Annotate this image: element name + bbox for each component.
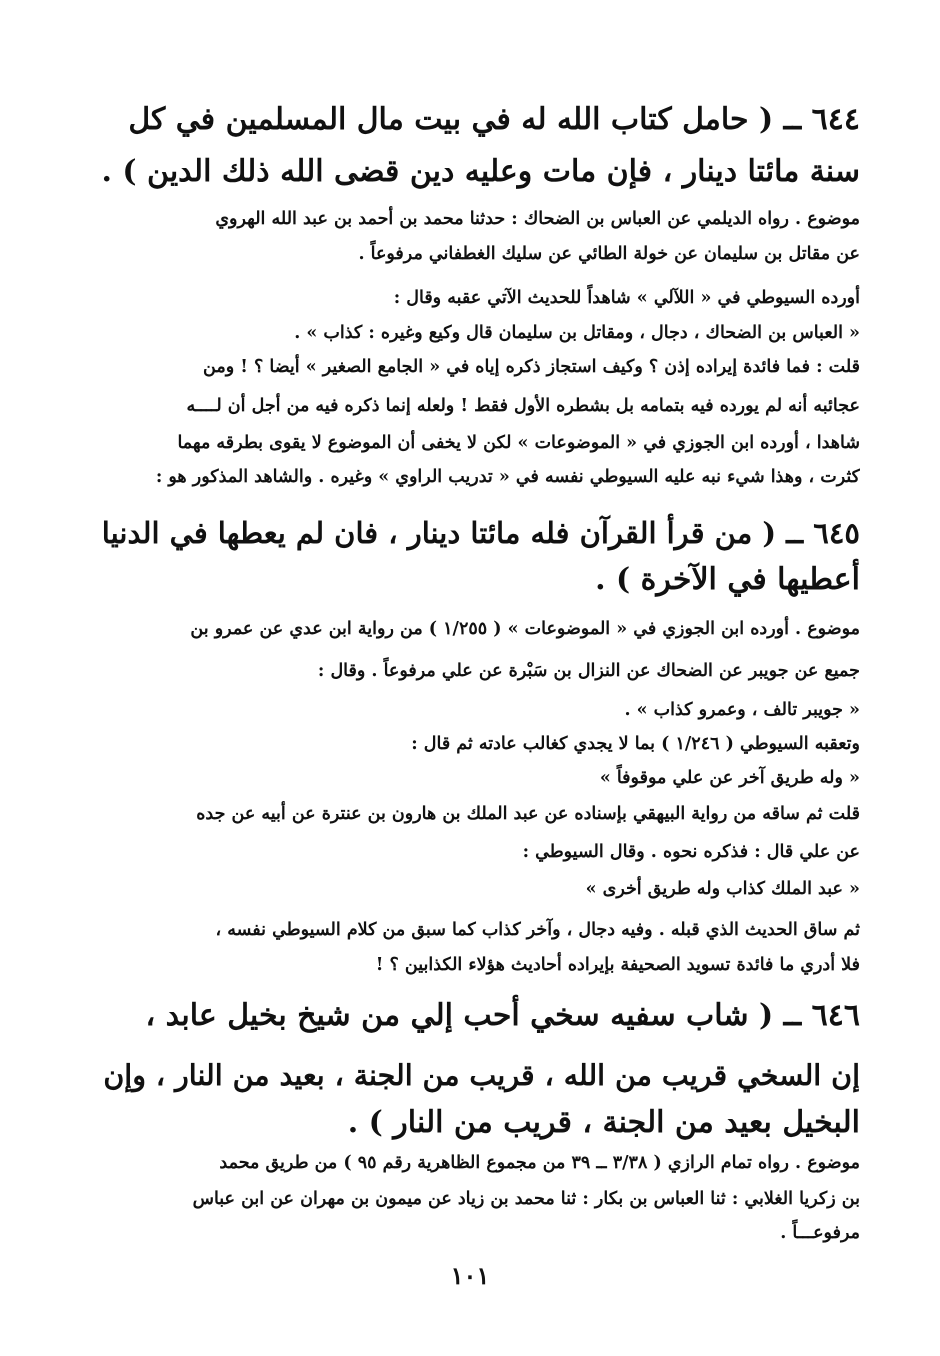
entry-645-heading-line-1: ٦٤٥ ــ ( من قرأ القرآن فله مائتا دينار ، فان لم يعطها في الدنيا — [101, 516, 860, 550]
entry-644-body-line-7: شاهدا ، أورده ابن الجوزي في « الموضوعات » لكن لا يخفى أن الموضوع لا يقوى بطرقه مهما — [177, 433, 860, 453]
entry-644-heading-line-2: سنة مائتا دينار ، فإن مات وعليه دين قضى الله ذلك الدين ) . — [101, 154, 860, 189]
entry-645-body-line-5: « وله طريق آخر عن علي موقوفاً » — [599, 768, 860, 788]
entry-646-heading-line-2: إن السخي قريب من الله ، قريب من الجنة ، بعيد من النار ، وإن — [103, 1058, 860, 1092]
entry-644-body-line-3: أورده السيوطي في « اللآلي » شاهداً للحديث الآتي عقبه وقال : — [393, 288, 860, 308]
entry-644-body-line-6: عجائبه أنه لم يورده فيه بتمامه بل بشطره الأول فقط ! ولعله إنما ذكره فيه من أجل أن لــــه — [186, 396, 860, 416]
entry-644-heading-line-1: ٦٤٤ ــ ( حامل كتاب الله له في بيت مال المسلمين في كل — [128, 102, 860, 137]
entry-644-body-line-2: عن مقاتل بن سليمان عن خولة الطائي عن سليك الغطفاني مرفوعاً . — [358, 244, 860, 264]
entry-646-body-line-3: مرفوعـــاً . — [780, 1223, 860, 1243]
entry-646-body-line-1: موضوع . رواه تمام الرازي ( ٣/٣٨ ــ ٣٩ من مجموع الظاهرية رقم ٩٥ ) من طريق محمد — [219, 1153, 860, 1173]
entry-645-body-line-1: موضوع . أورده ابن الجوزي في « الموضوعات » ( ١/٢٥٥ ) من رواية ابن عدي عن عمرو بن — [190, 619, 860, 639]
entry-644-body-line-5: قلت : فما فائدة إيراده إذن ؟ وكيف استجاز ذكره إياه في « الجامع الصغير » أيضا ؟ ! ومن — [203, 357, 860, 377]
entry-645-body-line-4: وتعقبه السيوطي ( ١/٢٤٦ ) بما لا يجدي كغالب عادته ثم قال : — [411, 734, 860, 754]
entry-646-body-line-2: بن زكريا الغلابي : ثنا العباس بن بكار : ثنا محمد بن زياد عن ميمون بن مهران عن ابن عباس — [192, 1189, 860, 1209]
page-number: ١٠١ — [450, 1261, 490, 1290]
entry-645-body-line-10: فلا أدري ما فائدة تسويد الصحيفة بإيراده أحاديث هؤلاء الكذابين ؟ ! — [375, 955, 860, 975]
entry-645-body-line-3: « جويبر تالف ، وعمرو كذاب » . — [624, 700, 860, 720]
entry-645-body-line-6: قلت ثم ساقه من رواية البيهقي بإسناده عن عبد الملك بن هارون بن عنترة عن أبيه عن جده — [196, 804, 860, 824]
entry-645-body-line-2: جميع عن جويبر عن الضحاك عن النزال بن سَبْرة عن علي مرفوعاً . وقال : — [317, 661, 860, 681]
entry-644-body-line-8: كثرت ، وهذا شيء نبه عليه السيوطي نفسه في « تدريب الراوي » وغيره . والشاهد المذكور هو : — [155, 467, 860, 487]
entry-645-heading-line-2: أعطيها في الآخرة ) . — [595, 562, 860, 597]
entry-644-body-line-1: موضوع . رواه الديلمي عن العباس بن الضحاك : حدثنا محمد بن أحمد بن عبد الله الهروي — [215, 209, 860, 229]
entry-646-heading-line-1: ٦٤٦ ــ ( شاب سفيه سخي أحب إلي من شيخ بخيل عابد ، — [145, 998, 860, 1033]
entry-646-heading-line-3: البخيل بعيد من الجنة ، قريب من النار ) . — [347, 1105, 860, 1140]
entry-645-body-line-7: عن علي قال : فذكره نحوه . وقال السيوطي : — [522, 842, 860, 862]
entry-645-body-line-9: ثم ساق الحديث الذي قبله . وفيه دجال ، وآخر كذاب كما سبق من كلام السيوطي نفسه ، — [215, 920, 860, 940]
entry-645-body-line-8: « عبد الملك كذاب وله طريق أخرى » — [585, 879, 860, 899]
entry-644-body-line-4: « العباس بن الضحاك ، دجال ، ومقاتل بن سليمان قال وكيع وغيره : كذاب » . — [294, 323, 860, 343]
